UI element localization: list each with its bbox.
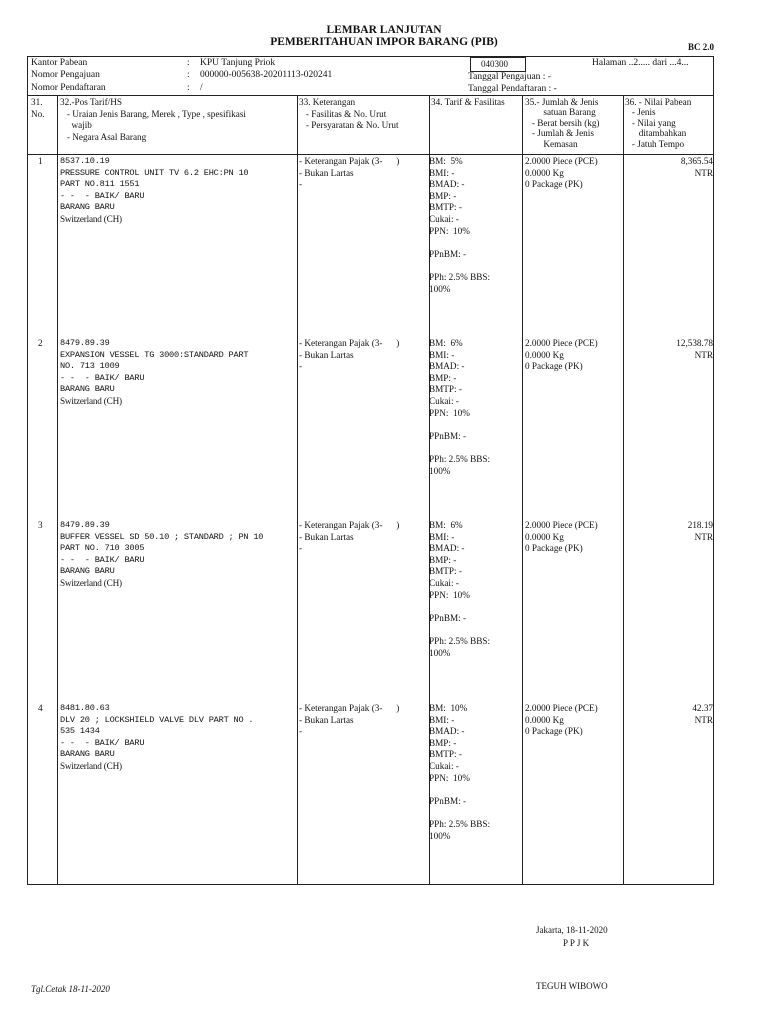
col-header-31: [31, 97, 45, 120]
col-header-line: - Persyaratan & No. Urut: [299, 120, 399, 131]
col-header-line: 32.-Pos Tarif/HS: [60, 97, 122, 107]
item-nilai: [625, 338, 713, 361]
jumlah-line: 2.0000 Piece (PCE): [525, 520, 598, 530]
tarif-line: BMI: -: [429, 349, 455, 360]
item-number: 4: [38, 703, 43, 713]
col-header-line: - Jatuh Tempo: [625, 138, 685, 149]
place-date: Jakarta, 18-11-2020: [536, 925, 608, 935]
goods-name-cont: PART NO.811 1551: [60, 179, 140, 190]
pendaftaran-value: /: [200, 83, 203, 93]
col-header-line: 36. - Nilai Pabean: [625, 97, 692, 107]
tarif-line: BMAD: -: [429, 179, 465, 190]
office-code-box: 040300: [470, 57, 526, 72]
country-of-origin: Switzerland (CH): [60, 577, 122, 588]
item-description: [60, 338, 248, 408]
ket-line: -: [299, 726, 303, 737]
jumlah-line: 0.0000 Kg: [525, 167, 564, 178]
hs-code: 8479.89.39: [60, 520, 110, 530]
tarif-line: BMI: -: [429, 531, 455, 542]
goods-name-cont: NO. 713 1009: [60, 361, 120, 372]
tarif-line: BMP: -: [429, 554, 457, 565]
value-type: NTR: [694, 349, 713, 360]
item-number: 3: [38, 520, 43, 530]
goods-name: BUFFER VESSEL SD 50.10 ; STANDARD ; PN 10: [60, 531, 264, 542]
colon: :: [187, 70, 190, 80]
tarif-line: BMI: -: [429, 714, 455, 725]
goods-status: BARANG BARU: [60, 749, 115, 760]
ket-line: - Keterangan Pajak (3- ): [299, 156, 400, 166]
col-header-32: [60, 97, 246, 143]
signer-name: TEGUH WIBOWO: [536, 981, 608, 991]
ket-line: - Bukan Lartas: [299, 167, 354, 178]
tarif-line: PPh: 2.5% BBS:: [429, 453, 491, 464]
col-header-line: - Jumlah & Jenis: [525, 128, 594, 139]
goods-status: BARANG BARU: [60, 202, 115, 213]
item-jumlah: [525, 703, 598, 738]
item-nilai: [625, 156, 713, 179]
tarif-line: BM: 10%: [429, 703, 468, 713]
item-keterangan: [299, 338, 399, 373]
col-header-36: [625, 97, 691, 149]
col-header-line: 34. Tarif & Fasilitas: [431, 97, 505, 107]
tarif-line: BMAD: -: [429, 543, 465, 554]
col-header-line: - Fasilitas & No. Urut: [299, 108, 387, 119]
goods-name-cont: 535 1434: [60, 726, 100, 737]
country-of-origin: Switzerland (CH): [60, 760, 122, 771]
col-divider-34: [522, 95, 523, 885]
tarif-line: PPN: 10%: [429, 407, 470, 418]
goods-condition: - - - BAIK/ BARU: [60, 190, 145, 201]
item-tarif: [429, 156, 490, 295]
goods-status: BARANG BARU: [60, 384, 115, 395]
item-description: [60, 156, 248, 226]
colon: :: [187, 58, 190, 68]
tarif-line: BM: 6%: [429, 338, 463, 348]
country-of-origin: Switzerland (CH): [60, 213, 122, 224]
col-header-line: ditambahkan: [625, 128, 687, 139]
ket-line: -: [299, 361, 303, 372]
country-of-origin: Switzerland (CH): [60, 395, 122, 406]
ket-line: - Bukan Lartas: [299, 349, 354, 360]
kantor-label: Kantor Pabean: [31, 58, 88, 68]
ket-line: - Bukan Lartas: [299, 714, 354, 725]
tarif-line: Cukai: -: [429, 760, 459, 771]
tarif-line: BMP: -: [429, 372, 457, 383]
tarif-line: PPh: 2.5% BBS:: [429, 635, 491, 646]
tarif-line: PPnBM: -: [429, 430, 467, 441]
col-divider-31: [57, 95, 58, 885]
item-jumlah: [525, 520, 598, 555]
tarif-line: BMTP: -: [429, 384, 462, 395]
tarif-line: 100%: [429, 465, 451, 476]
tarif-line: Cukai: -: [429, 213, 459, 224]
tarif-line: 100%: [429, 283, 451, 294]
col-header-line: satuan Barang: [525, 107, 596, 118]
tarif-line: PPN: 10%: [429, 772, 470, 783]
tarif-line: BM: 5%: [429, 156, 463, 166]
tarif-line: BMP: -: [429, 737, 457, 748]
col-divider-32: [297, 95, 298, 885]
tarif-line: PPN: 10%: [429, 589, 470, 600]
goods-condition: - - - BAIK/ BARU: [60, 554, 145, 565]
document-title: LEMBAR LANJUTAN: [326, 24, 442, 36]
column-header-divider: [27, 154, 714, 155]
item-number: 2: [38, 338, 43, 348]
pengajuan-label: Nomor Pengajuan: [31, 70, 100, 80]
item-keterangan: [299, 520, 399, 555]
pengajuan-value: 000000-005638-20201113-020241: [200, 70, 333, 80]
jumlah-line: 0.0000 Kg: [525, 714, 564, 725]
tarif-line: PPnBM: -: [429, 795, 467, 806]
col-header-line: Kemasan: [525, 138, 578, 149]
goods-name: EXPANSION VESSEL TG 3000:STANDARD PART: [60, 349, 249, 360]
jumlah-line: 0.0000 Kg: [525, 531, 564, 542]
goods-status: BARANG BARU: [60, 566, 115, 577]
ket-line: - Keterangan Pajak (3- ): [299, 703, 400, 713]
print-date: Tgl.Cetak 18-11-2020: [31, 984, 110, 994]
tarif-spacer: [429, 260, 490, 272]
jumlah-line: 0 Package (PK): [525, 543, 583, 554]
col-header-line: No.: [31, 108, 45, 119]
jumlah-line: 0.0000 Kg: [525, 349, 564, 360]
tarif-line: PPh: 2.5% BBS:: [429, 271, 491, 282]
tarif-spacer: [429, 601, 490, 613]
value-type: NTR: [694, 531, 713, 542]
col-header-line: wajib: [60, 120, 92, 131]
ket-line: - Keterangan Pajak (3- ): [299, 338, 400, 348]
item-number: 1: [38, 156, 43, 166]
tarif-spacer: [429, 624, 490, 636]
item-nilai: [625, 703, 713, 726]
tarif-spacer: [429, 784, 490, 796]
jumlah-line: 2.0000 Piece (PCE): [525, 156, 598, 166]
jumlah-line: 2.0000 Piece (PCE): [525, 703, 598, 713]
hs-code: 8481.80.63: [60, 703, 110, 713]
ket-line: - Bukan Lartas: [299, 531, 354, 542]
goods-condition: - - - BAIK/ BARU: [60, 372, 145, 383]
ppjk-label: P P J K: [563, 938, 590, 948]
tarif-line: BM: 6%: [429, 520, 463, 530]
item-keterangan: [299, 703, 399, 738]
col-header-line: - Jenis: [625, 107, 656, 118]
tanggal-pengajuan: Tanggal Pengajuan : -: [468, 72, 551, 82]
item-tarif: [429, 703, 490, 842]
tarif-line: BMAD: -: [429, 726, 465, 737]
tarif-line: BMP: -: [429, 190, 457, 201]
tarif-line: Cukai: -: [429, 577, 459, 588]
tarif-line: BMTP: -: [429, 566, 462, 577]
tarif-line: BMTP: -: [429, 749, 462, 760]
col-header-35: [525, 97, 600, 149]
page-counter: Halaman ..2..... dari ...4...: [592, 58, 689, 68]
tarif-line: BMTP: -: [429, 202, 462, 213]
form-code: BC 2.0: [687, 42, 714, 52]
item-description: [60, 520, 263, 590]
customs-value: 12,538.78: [676, 338, 713, 348]
tarif-spacer: [429, 237, 490, 249]
col-header-line: - Nilai yang: [625, 117, 676, 128]
goods-name: PRESSURE CONTROL UNIT TV 6.2 EHC:PN 10: [60, 167, 249, 178]
tarif-spacer: [429, 442, 490, 454]
jumlah-line: 0 Package (PK): [525, 179, 583, 190]
jumlah-line: 0 Package (PK): [525, 361, 583, 372]
goods-name-cont: PART NO. 710 3005: [60, 543, 145, 554]
col-header-line: 33. Keterangan: [299, 97, 356, 107]
value-type: NTR: [694, 167, 713, 178]
tarif-spacer: [429, 419, 490, 431]
tarif-line: BMI: -: [429, 167, 455, 178]
item-jumlah: [525, 156, 598, 191]
item-jumlah: [525, 338, 598, 373]
col-divider-35: [623, 95, 624, 885]
tarif-line: PPnBM: -: [429, 248, 467, 259]
ket-line: - Keterangan Pajak (3- ): [299, 520, 400, 530]
col-header-line: 35.- Jumlah & Jenis: [525, 97, 599, 107]
tarif-line: 100%: [429, 830, 451, 841]
tarif-line: PPN: 10%: [429, 225, 470, 236]
jumlah-line: 0 Package (PK): [525, 726, 583, 737]
value-type: NTR: [694, 714, 713, 725]
item-keterangan: [299, 156, 399, 191]
ket-line: -: [299, 179, 303, 190]
colon: :: [187, 83, 190, 93]
tarif-line: BMAD: -: [429, 361, 465, 372]
kantor-value: KPU Tanjung Priok: [200, 58, 276, 68]
goods-name: DLV 20 ; LOCKSHIELD VALVE DLV PART NO .: [60, 714, 254, 725]
tarif-spacer: [429, 807, 490, 819]
goods-condition: - - - BAIK/ BARU: [60, 737, 145, 748]
ket-line: -: [299, 543, 303, 554]
col-header-34: [431, 97, 505, 109]
document-subtitle: PEMBERITAHUAN IMPOR BARANG (PIB): [270, 36, 498, 48]
tarif-line: PPnBM: -: [429, 612, 467, 623]
header-divider: [27, 95, 714, 96]
item-tarif: [429, 520, 490, 659]
customs-value: 8,365.54: [680, 156, 713, 166]
customs-value: 218.19: [687, 520, 713, 530]
item-nilai: [625, 520, 713, 543]
col-header-line: - Negara Asal Barang: [60, 131, 147, 142]
tarif-line: 100%: [429, 647, 451, 658]
tanggal-pendaftaran: Tanggal Pendaftaran : -: [468, 84, 557, 94]
col-header-33: [299, 97, 399, 132]
tarif-line: PPh: 2.5% BBS:: [429, 818, 491, 829]
col-header-line: 31.: [31, 97, 43, 107]
jumlah-line: 2.0000 Piece (PCE): [525, 338, 598, 348]
customs-value: 42.37: [692, 703, 713, 713]
hs-code: 8479.89.39: [60, 338, 110, 348]
hs-code: 8537.10.19: [60, 156, 110, 166]
pendaftaran-label: Nomor Pendaftaran: [31, 83, 106, 93]
tarif-line: Cukai: -: [429, 395, 459, 406]
col-header-line: - Berat bersih (kg): [525, 117, 600, 128]
col-header-line: - Uraian Jenis Barang, Merek , Type , spesifikasi: [60, 108, 246, 119]
item-description: [60, 703, 253, 773]
item-tarif: [429, 338, 490, 477]
